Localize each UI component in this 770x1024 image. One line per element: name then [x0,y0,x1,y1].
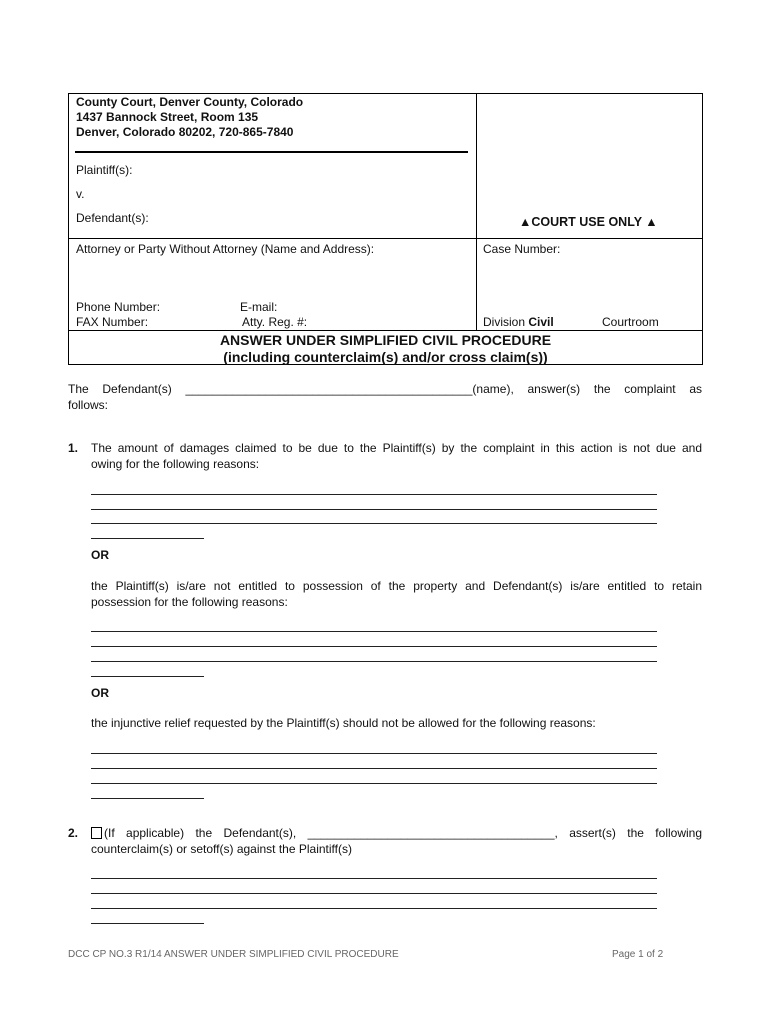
section-1-text-cont: owing for the following reasons: [91,457,260,471]
answer-line[interactable] [91,878,657,879]
court-city-phone: Denver, Colorado 80202, 720-865-7840 [76,125,294,139]
section-1-text: The amount of damages claimed to be due to the Plaintiff(s) by the complaint in this action is not due and [91,441,702,455]
intro-text: The Defendant(s) ___________________________________________(name), answer(s) the complaint as [68,382,702,396]
injunctive-text: the injunctive relief requested by the Plaintiff(s) should not be allowed for the following reasons: [91,716,596,730]
section-1-number: 1. [68,441,79,455]
answer-line-short[interactable] [91,538,204,539]
courtroom-field[interactable]: Courtroom [602,315,659,329]
answer-line[interactable] [91,646,657,647]
section-2-text-cont: counterclaim(s) or setoff(s) against the Plaintiff(s) [91,842,352,856]
email-field[interactable]: E-mail: [240,300,278,314]
possession-text: the Plaintiff(s) is/are not entitled to possession of the property and Defendant(s) is/are entitled to retain [91,579,702,593]
intro-suffix: follows: [68,398,109,412]
defendant-field[interactable]: Defendant(s): [76,211,149,225]
court-street: 1437 Bannock Street, Room 135 [76,110,259,124]
division-value: Civil [528,315,554,329]
possession-text-cont: possession for the following reasons: [91,595,288,609]
answer-line-short[interactable] [91,676,204,677]
phone-field[interactable]: Phone Number: [76,300,161,314]
division-field[interactable] [483,315,554,329]
plaintiff-field[interactable]: Plaintiff(s): [76,163,133,177]
answer-line[interactable] [91,661,657,662]
counterclaim-checkbox[interactable] [91,827,102,839]
answer-line-short[interactable] [91,923,204,924]
or-label: OR [91,686,109,700]
answer-line[interactable] [91,783,657,784]
answer-line[interactable] [91,509,657,510]
answer-line[interactable] [91,753,657,754]
answer-line[interactable] [91,768,657,769]
caption-divider-vertical [476,93,477,331]
attorney-field[interactable]: Attorney or Party Without Attorney (Name and Address): [76,242,375,256]
section-2-text [91,825,702,841]
division-label: Division [483,315,526,329]
answer-line[interactable] [91,494,657,495]
court-use-only-label: ▲COURT USE ONLY ▲ [519,215,658,229]
form-subtitle: (including counterclaim(s) and/or cross claim(s)) [223,349,548,365]
caption-divider-attorney [68,238,703,239]
answer-line-short[interactable] [91,798,204,799]
caption-divider-title [68,330,703,331]
or-label: OR [91,548,109,562]
versus-label: v. [76,187,85,201]
atty-reg-field[interactable]: Atty. Reg. #: [242,315,308,329]
section-2-number: 2. [68,826,79,840]
answer-line[interactable] [91,631,657,632]
fax-field[interactable]: FAX Number: [76,315,149,329]
answer-line[interactable] [91,893,657,894]
caption-court-underline [75,151,468,153]
answer-line[interactable] [91,908,657,909]
case-number-field[interactable]: Case Number: [483,242,561,256]
answer-line[interactable] [91,523,657,524]
page-number: Page 1 of 2 [612,949,664,960]
form-title: ANSWER UNDER SIMPLIFIED CIVIL PROCEDURE [219,332,552,348]
section-2-text-line: (If applicable) the Defendant(s), _____________________________________, assert(s) the following [104,826,702,840]
court-name: County Court, Denver County, Colorado [76,95,304,109]
form-id-footer: DCC CP NO.3 R1/14 ANSWER UNDER SIMPLIFIED CIVIL PROCEDURE [68,949,399,960]
